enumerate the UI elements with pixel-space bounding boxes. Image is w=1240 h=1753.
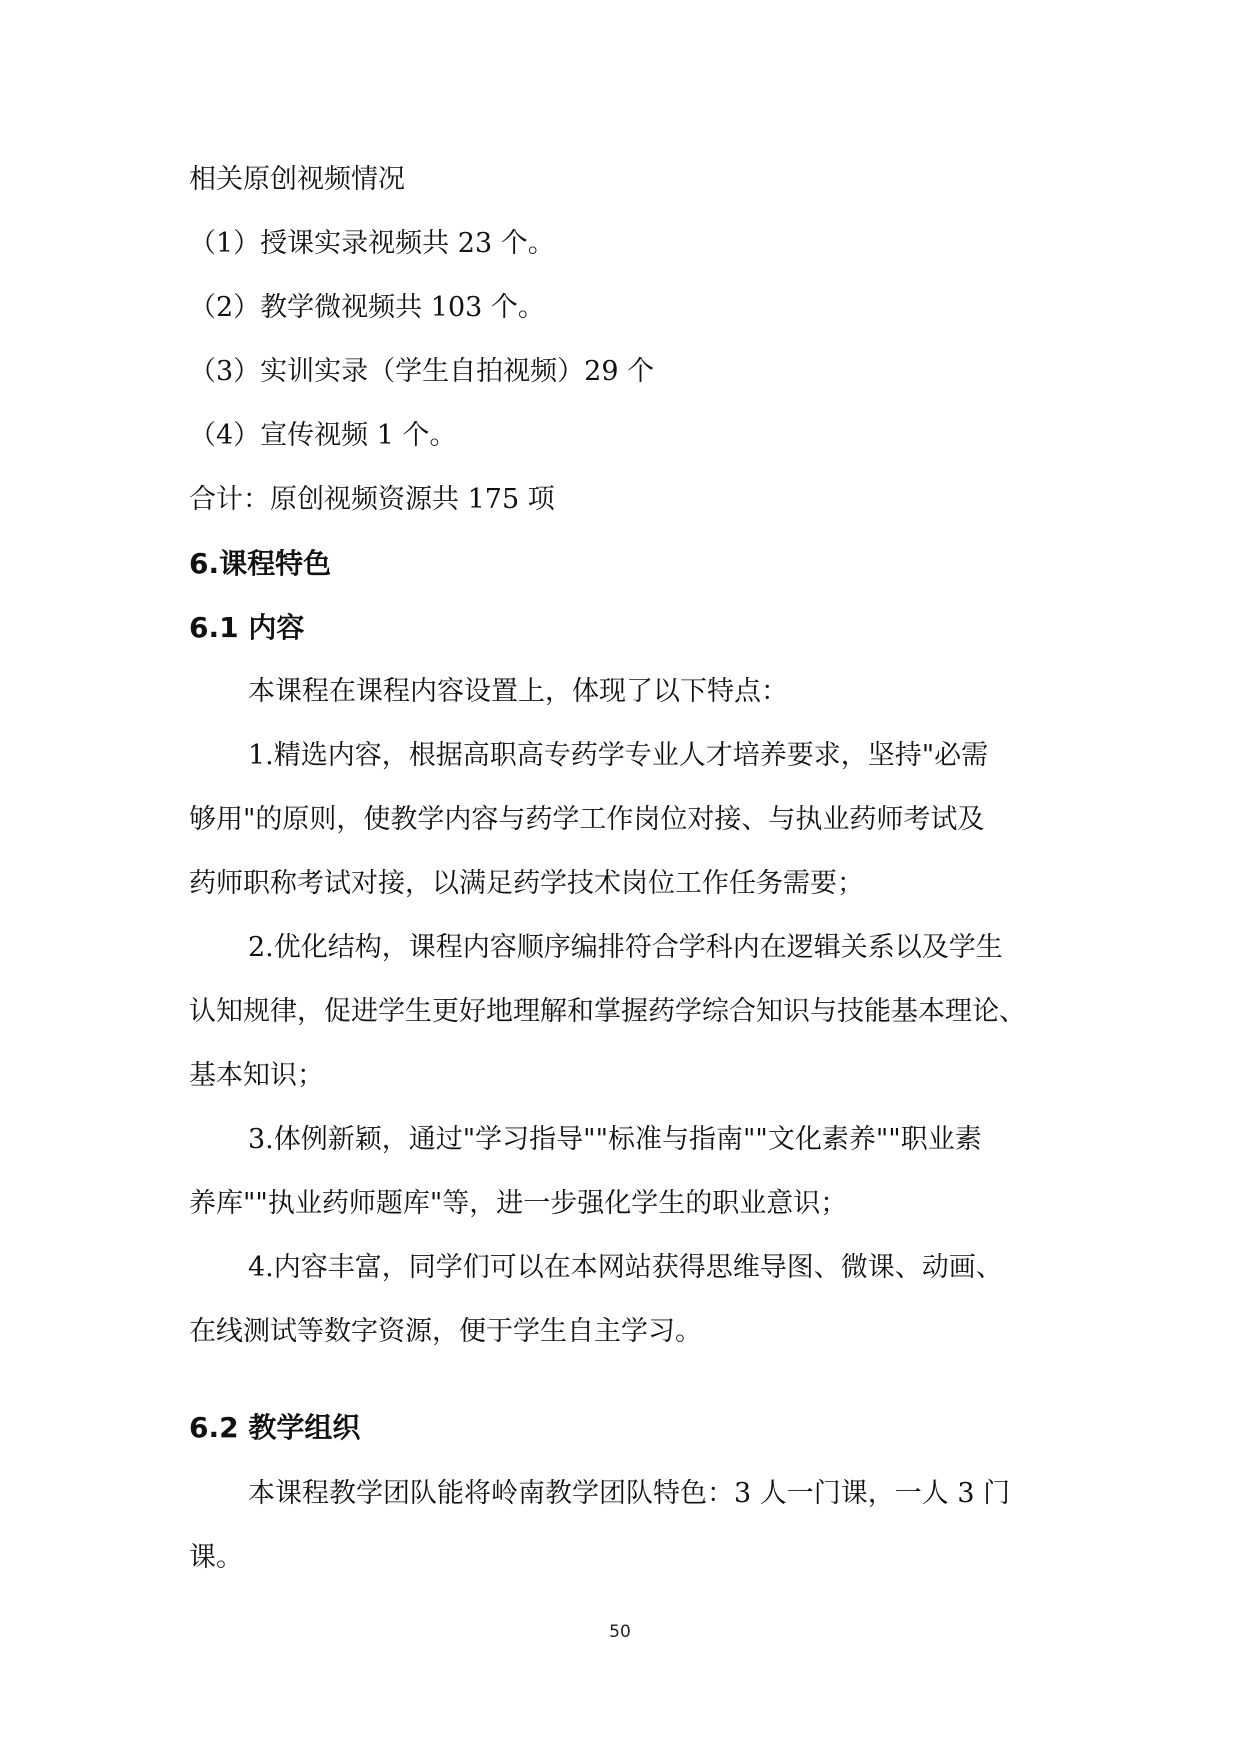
s61-intro: 本课程在课程内容设置上，体现了以下特点： <box>248 676 788 707</box>
video-item-2: （2）教学微视频共 103 个。 <box>189 292 545 323</box>
paragraph-line: 养库""执业药师题库"等，进一步强化学生的职业意识； <box>189 1188 848 1219</box>
page-number: 50 <box>609 1622 631 1642</box>
paragraph-line: 药师职称考试对接，以满足药学技术岗位工作任务需要； <box>189 868 864 899</box>
video-item-4: （4）宣传视频 1 个。 <box>189 420 457 451</box>
section-heading-6-1: 6.1 内容 <box>189 611 305 644</box>
paragraph-line: 1.精选内容，根据高职高专药学专业人才培养要求，坚持"必需 <box>248 740 989 771</box>
paragraph-line: 本课程教学团队能将岭南教学团队特色：3 人一门课，一人 3 门 <box>248 1478 1011 1509</box>
paragraph-line: 够用"的原则，使教学内容与药学工作岗位对接、与执业药师考试及 <box>189 804 985 835</box>
paragraph-line: 认知规律，促进学生更好地理解和掌握药学综合知识与技能基本理论、 <box>189 996 1026 1027</box>
paragraph-line: 4.内容丰富，同学们可以在本网站获得思维导图、微课、动画、 <box>248 1252 1003 1283</box>
section-heading-6: 6.课程特色 <box>189 547 332 580</box>
video-item-1: （1）授课实录视频共 23 个。 <box>189 228 555 259</box>
paragraph-line: 基本知识； <box>189 1060 324 1091</box>
paragraph-line: 3.体例新颖，通过"学习指导""标准与指南""文化素养""职业素 <box>248 1124 982 1155</box>
paragraph-line: 课。 <box>189 1542 243 1573</box>
total-line: 合计：原创视频资源共 175 项 <box>189 484 555 515</box>
section-heading-6-2: 6.2 教学组织 <box>189 1411 361 1444</box>
paragraph-line: 在线测试等数字资源，便于学生自主学习。 <box>189 1316 702 1347</box>
paragraph-line: 2.优化结构，课程内容顺序编排符合学科内在逻辑关系以及学生 <box>248 932 1003 963</box>
intro-title: 相关原创视频情况 <box>189 164 405 195</box>
video-item-3: （3）实训实录（学生自拍视频）29 个 <box>189 356 655 387</box>
